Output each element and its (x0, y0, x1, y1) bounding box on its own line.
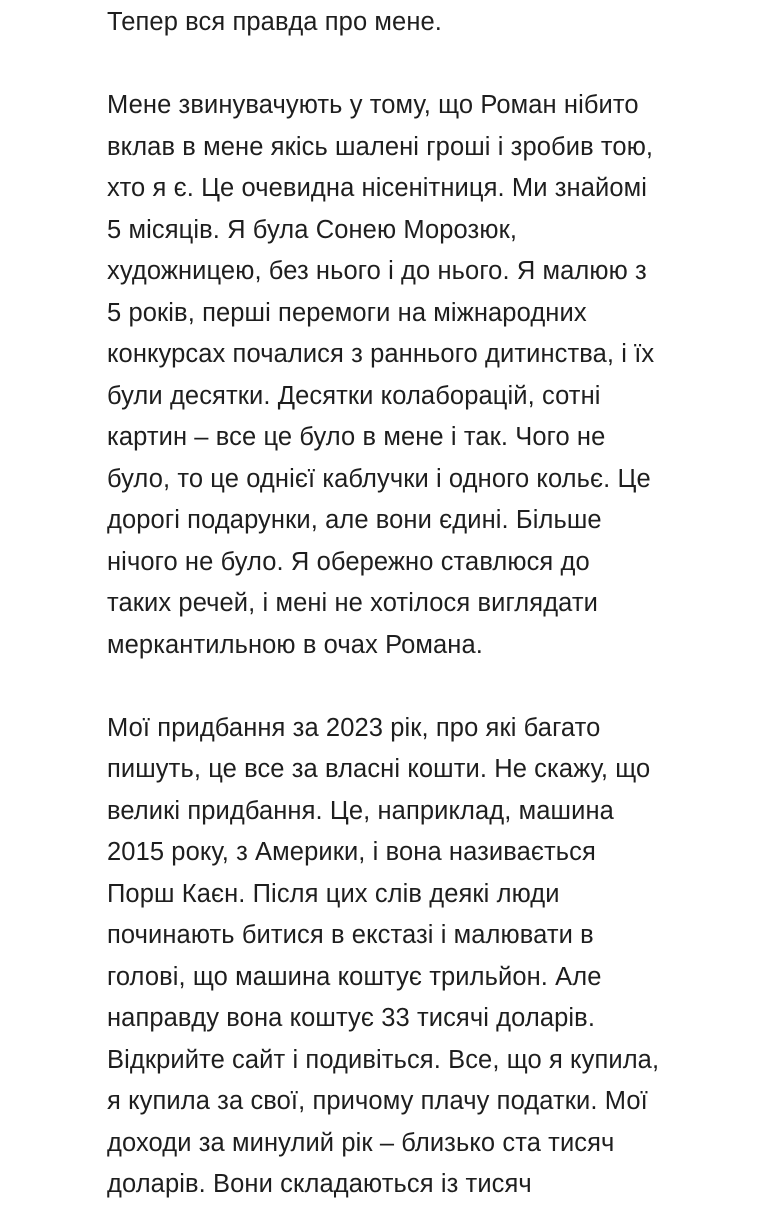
paragraph-1: Мене звинувачують у тому, що Роман нібито вклав в мене якісь шалені гроші і зробив тою, хто я є. Це очевидна нісенітниця. Ми знайомі 5 місяців. Я була Сонею Морозюк, художницею, без нього і до нього. Я малюю з 5 років, перші перемоги на міжнародних конкурсах почалися з раннього дитинства, і їх були десятки. Десятки колаборацій, сотні картин – все це було в мене і так. Чого не було, то це однієї каблучки і одного кольє. Це дорогі подарунки, але вони єдині. Більше нічого не було. Я обережно ставлюся до таких речей, і мені не хотілося виглядати меркантильною в очах Романа. (107, 91, 655, 659)
paragraph-heading: Тепер вся правда про мене. (107, 8, 442, 36)
paragraph-2: Мої придбання за 2023 рік, про які багато пишуть, це все за власні кошти. Не скажу, що великі придбання. Це, наприклад, машина 2015 року, з Америки, і вона називається Порш Каєн. Після цих слів деякі люди починають битися в екстазі і малювати в голові, що машина коштує трильйон. Але направду вона коштує 33 тисячі доларів. Відкрийте сайт і подивіться. Все, що я купила, я купила за свої, причому плачу податки. Мої доходи за минулий рік – близько ста тисяч доларів. Вони складаються із тисяч (107, 713, 660, 1198)
